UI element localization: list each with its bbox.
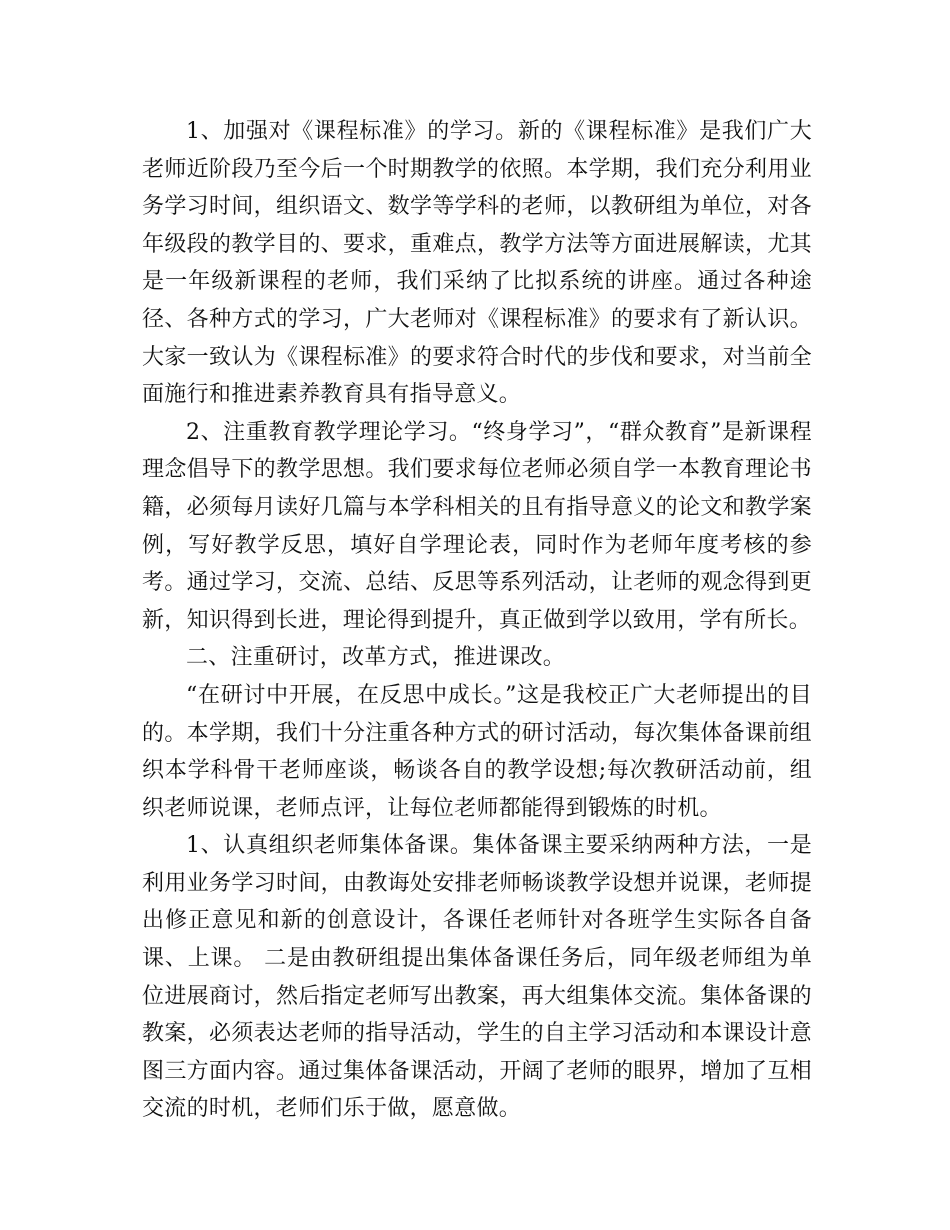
paragraph-research-goal: “在研讨中开展，在反思中成长。”这是我校正广大老师提出的目的。本学期，我们十分注重各种方式的研讨活动，每次集体备课前组织本学科骨干老师座谈，畅谈各自的教学设想;每次教研活动前，组织老师说课，老师点评，让每位老师都能得到锻炼的时机。 — [142, 682, 812, 821]
paragraph-course-standards: 1、加强对《课程标准》的学习。新的《课程标准》是我们广大老师近阶段乃至今后一个时期教学的依照。本学期，我们充分利用业务学习时间，组织语文、数学等学科的老师，以教研组为单位，对各年级段的教学目的、要求，重难点，教学方法等方面进展解读，尤其是一年级新课程的老师，我们采纳了比拟系统的讲座。通过各种途径、各种方式的学习，广大老师对《课程标准》的要求有了新认识。大家一致认为《课程标准》的要求符合时代的步伐和要求，对当前全面施行和推进素养教育具有指导意义。 — [142, 119, 812, 408]
section-heading-research: 二、注重研讨，改革方式，推进课改。 — [186, 645, 566, 671]
document-body — [142, 113, 812, 1128]
paragraph-theory-study: 2、注重教育教学理论学习。“终身学习”，“群众教育”是新课程理念倡导下的教学思想。我们要求每位老师必须自学一本教育理论书籍，必须每月读好几篇与本学科相关的且有指导意义的论文和教学案例，写好教学反思，填好自学理论表，同时作为老师年度考核的参考。通过学习，交流、总结、反思等系列活动，让老师的观念得到更新，知识得到长进，理论得到提升，真正做到学以致用，学有所长。 — [142, 419, 812, 633]
paragraph-collective-lesson-prep: 1、认真组织老师集体备课。集体备课主要采纳两种方法，一是利用业务学习时间，由教诲处安排老师畅谈教学设想并说课，老师提出修正意见和新的创意设计，各课任老师针对各班学生实际各自备课、上课。 二是由教研组提出集体备课任务后，同年级老师组为单位进展商讨，然后指定老师写出教案，再大组集体交流。集体备课的教案，必须表达老师的指导活动，学生的自主学习活动和本课设计意图三方面内容。通过集体备课活动，开阔了老师的眼界，增加了互相交流的时机，老师们乐于做，愿意做。 — [142, 833, 812, 1122]
